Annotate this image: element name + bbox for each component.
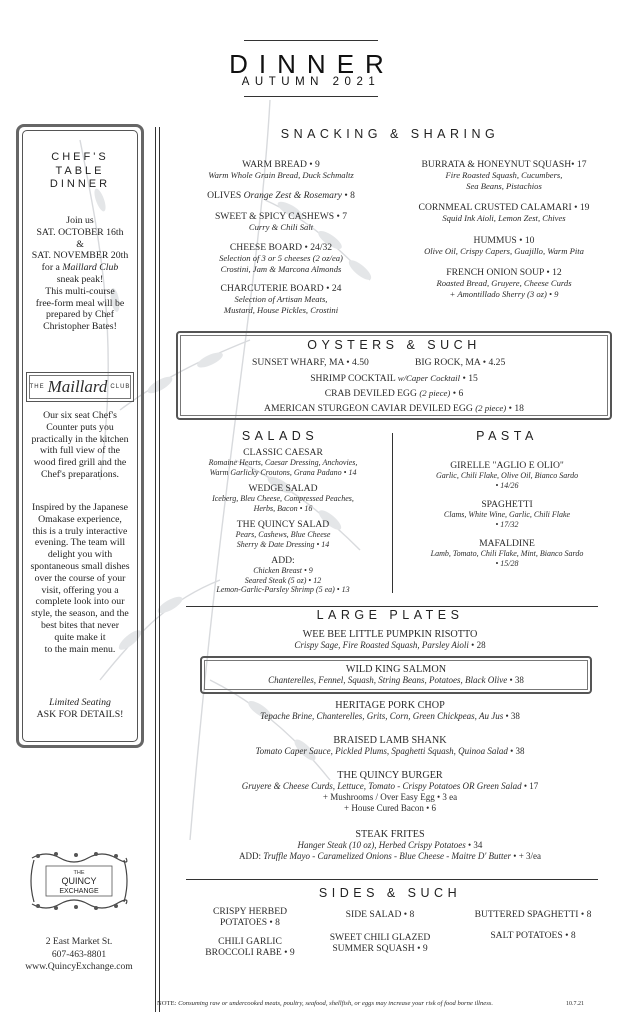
lamb-item — [170, 735, 610, 757]
desc3-line: quite make it — [54, 631, 106, 643]
crab-deviled-egg: CRAB DEVILED EGG (2 piece) • 6 — [324, 388, 464, 399]
menu-item-name: HUMMUS • 10 — [473, 234, 535, 246]
menu-item-name: WILD KING SALMON — [345, 664, 447, 675]
event-date-2: SAT. NOVEMBER 20th — [31, 250, 129, 262]
pasta-column — [398, 460, 616, 568]
logo-line1: THE — [73, 870, 85, 876]
side-salt-potatoes: SALT POTATOES • 8 — [490, 930, 576, 941]
menu-item-name: SWEET & SPICY CASHEWS • 7 — [214, 210, 348, 222]
salads-column — [180, 447, 386, 595]
menu-item-desc: Squid Ink Aioli, Lemon Zest, Chives — [442, 213, 566, 223]
chefs-title-line2: TABLE — [55, 164, 105, 177]
risotto-item — [170, 629, 610, 651]
menu-item-name: THE QUINCY SALAD — [236, 519, 330, 530]
menu-item-name: STEAK FRITES — [355, 829, 425, 840]
join-text: Join us — [66, 215, 94, 226]
desc3-line: best bites that never — [40, 619, 120, 631]
maillard-the: THE — [29, 384, 45, 390]
section-heading-snacking: SNACKING & SHARING — [280, 127, 500, 141]
chefs-table-invite — [18, 215, 142, 333]
salad-add-label: ADD: — [271, 555, 295, 566]
salmon-item — [200, 664, 592, 686]
ampersand: & — [76, 238, 84, 250]
menu-item-name: BRAISED LAMB SHANK — [333, 735, 447, 746]
menu-item-name: CORNMEAL CRUSTED CALAMARI • 19 — [418, 202, 590, 213]
limited-seating-text: Limited Seating — [49, 697, 111, 708]
menu-item-price: • 15/28 — [495, 558, 519, 568]
menu-item-desc: Garlic, Chili Flake, Olive Oil, Bianco Sardo — [435, 471, 579, 480]
address-street: 2 East Market St. — [45, 936, 113, 947]
side-salad: SIDE SALAD • 8 — [345, 909, 415, 920]
menu-item-name: WEE BEE LITTLE PUMPKIN RISOTTO — [302, 629, 478, 640]
chefs-title-line1: CHEF'S — [51, 151, 109, 163]
menu-item-desc: Lamb, Tomato, Chili Flake, Mint, Bianco Sardo — [430, 549, 584, 558]
chefs-title-line3: DINNER — [49, 178, 111, 190]
menu-item-desc: Tomato Caper Sauce, Pickled Plums, Spaghetti Squash, Quinoa Salad • 38 — [255, 746, 525, 756]
burger-addon: + House Cured Bacon • 6 — [344, 802, 436, 813]
omakase-text — [18, 502, 142, 655]
maillard-club-logo — [26, 372, 134, 402]
desc2-line: Our six seat Chef's — [43, 410, 117, 421]
menu-item-desc: Crostini, Jam & Marcona Almonds — [220, 263, 342, 274]
menu-item-desc: + Amontillado Sherry (3 oz) • 9 — [449, 288, 559, 299]
menu-item-desc: Fire Roasted Squash, Cucumbers, — [445, 170, 563, 180]
address-website[interactable]: www.QuincyExchange.com — [25, 961, 133, 972]
club-line: for a Maillard Club — [41, 262, 119, 274]
desc3-line: Omakase experience, — [38, 513, 122, 525]
side-chili-broccoli: CHILI GARLIC BROCCOLI RABE • 9 — [205, 936, 295, 958]
menu-item-desc: Sea Beans, Pistachios — [466, 180, 542, 191]
menu-item-name: GIRELLE "AGLIO E OLIO" — [450, 460, 564, 471]
desc3-line: delight you with — [47, 549, 113, 561]
menu-item-desc: Hanger Steak (10 oz), Herbed Crispy Potatoes • 34 — [297, 840, 483, 850]
sides-rule — [186, 879, 598, 880]
chefs-table-title — [16, 151, 144, 192]
desc2-line: Counter puts you — [46, 421, 114, 433]
side-buttered-spaghetti: BUTTERED SPAGHETTI • 8 — [474, 909, 592, 920]
menu-item-name: WEDGE SALAD — [248, 483, 318, 494]
footer-date: 10.7.21 — [566, 1001, 584, 1007]
desc3-line: spontaneous small dishes — [30, 560, 130, 572]
chefs-counter-text — [18, 410, 142, 481]
menu-item-desc: Selection of Artisan Meats, — [234, 294, 328, 304]
maillard-name: Maillard — [47, 377, 108, 396]
ask-for-details: ASK FOR DETAILS! — [36, 708, 124, 720]
menu-item-name: CHARCUTERIE BOARD • 24 — [220, 283, 342, 294]
section-heading-large-plates: LARGE PLATES — [316, 608, 464, 622]
footer-note-label: NOTE: — [157, 1000, 177, 1007]
menu-item-desc: Tepache Brine, Chanterelles, Grits, Corn, Green Chickpeas, Au Jus • 38 — [260, 711, 520, 721]
oyster-big-rock: BIG ROCK, MA • 4.25 — [415, 357, 506, 368]
large-plates-rule — [186, 606, 598, 607]
event-date-1: SAT. OCTOBER 16th — [36, 226, 124, 238]
club-name: Maillard Club — [62, 262, 119, 274]
menu-item-desc: Mustard, House Pickles, Crostini — [223, 304, 339, 315]
menu-item-desc: Romaine Hearts, Caesar Dressing, Anchovies, — [208, 458, 358, 467]
desc2-line: with full view of the — [40, 445, 120, 457]
menu-item-price: • 17/32 — [495, 519, 519, 529]
footer-note — [110, 1000, 540, 1007]
desc3-line: evening. The team will — [34, 537, 126, 549]
desc1-line: prepared by Chef — [45, 309, 114, 321]
desc2-line: wood fired grill and the — [33, 457, 127, 469]
menu-item-desc: Gruyere & Cheese Curds, Lettuce, Tomato - Crispy Potatoes OR Green Salad • 17 — [241, 781, 539, 791]
salad-add-item: Lemon-Garlic-Parsley Shrimp (5 ea) • 13 — [216, 585, 350, 594]
shrimp-cocktail: SHRIMP COCKTAIL w/Caper Cocktail • 15 — [310, 373, 478, 384]
section-heading-oysters: OYSTERS & SUCH — [307, 338, 481, 352]
steak-addons: ADD: Truffle Mayo - Caramelized Onions - Blue Cheese - Maitre D' Butter • + 3/ea — [238, 850, 542, 861]
menu-item-desc: Chanterelles, Fennel, Squash, String Beans, Potatoes, Black Olive • 38 — [268, 675, 524, 685]
desc3-line: Inspired by the Japanese — [31, 502, 129, 513]
section-heading-salads: SALADS — [241, 429, 319, 443]
section-heading-pasta: PASTA — [476, 429, 538, 443]
caviar-deviled-egg: AMERICAN STURGEON CAVIAR DEVILED EGG (2 piece) • 18 — [264, 403, 524, 414]
logo-line3: EXCHANGE — [59, 888, 99, 895]
menu-item-desc: Warm Garlicky Croutons, Grana Padano • 14 — [209, 467, 357, 477]
menu-item-price: • 14/26 — [495, 480, 519, 490]
desc1-line: This multi-course — [45, 285, 115, 297]
desc3-line: to the main menu. — [44, 643, 116, 655]
snacking-left-column — [172, 159, 390, 315]
menu-item-desc: Clams, White Wine, Garlic, Chili Flake — [443, 510, 571, 519]
menu-item-desc: Curry & Chili Salt — [248, 221, 314, 232]
column-divider — [159, 127, 160, 1012]
address-phone[interactable]: 607-463-8801 — [51, 948, 107, 960]
menu-item-name: MAFALDINE — [479, 538, 535, 549]
menu-item-desc: Iceberg, Bleu Cheese, Compressed Peaches, — [212, 494, 354, 503]
menu-item-name: THE QUINCY BURGER — [337, 770, 443, 781]
desc1-line: free-form meal will be — [35, 297, 125, 309]
menu-title: DINNER — [229, 49, 395, 79]
steak-frites-item — [170, 829, 610, 862]
logo-line2: QUINCY — [61, 876, 97, 886]
salad-add-item: Chicken Breast • 9 — [253, 566, 313, 575]
desc3-line: visit, offering you a — [41, 584, 119, 596]
menu-item-name: FRENCH ONION SOUP • 12 — [446, 267, 562, 278]
burger-item — [170, 770, 610, 814]
column-divider — [155, 127, 156, 1012]
menu-item-desc: Roasted Bread, Gruyere, Cheese Curds — [436, 278, 572, 288]
address-block — [8, 936, 150, 974]
desc3-line: over the course of your — [34, 572, 126, 584]
desc2-line: Chef's preparations. — [41, 468, 119, 480]
menu-item-name: BURRATA & HONEYNUT SQUASH• 17 — [421, 159, 587, 170]
maillard-club: CLUB — [110, 384, 131, 390]
menu-item-olives: OLIVES Orange Zest & Rosemary • 8 — [207, 189, 355, 201]
menu-item-desc: Crispy Sage, Fire Roasted Squash, Parsley Aioli • 28 — [294, 640, 486, 650]
header-rule-top — [244, 40, 378, 41]
menu-item-desc: Sherry & Date Dressing • 14 — [236, 539, 330, 549]
menu-item-desc: Pears, Cashews, Blue Cheese — [235, 530, 331, 539]
menu-item-desc: Olive Oil, Crispy Capers, Guajillo, Warm Pita — [424, 245, 584, 256]
menu-item-name: CLASSIC CAESAR — [243, 447, 323, 458]
section-heading-sides: SIDES & SUCH — [318, 886, 462, 900]
header-rule-bottom — [244, 96, 378, 97]
menu-subtitle: AUTUMN 2021 — [241, 76, 381, 88]
limited-seating — [18, 697, 142, 721]
menu-item-desc: Selection of 3 or 5 cheeses (2 oz/ea) — [219, 253, 343, 263]
menu-item-desc: Warm Whole Grain Bread, Duck Schmaltz — [208, 170, 354, 180]
menu-item-name: SPAGHETTI — [481, 499, 533, 510]
salad-add-item: Seared Steak (5 oz) • 12 — [244, 575, 322, 585]
desc3-line: complete look into our — [35, 596, 125, 608]
sneak-peak: sneak peak! — [56, 273, 104, 285]
desc2-line: practically in the kitchen — [31, 433, 129, 445]
menu-item-desc: Herbs, Bacon • 16 — [253, 503, 313, 513]
menu-item-name: HERITAGE PORK CHOP — [335, 700, 445, 711]
menu-item-name: WARM BREAD • 9 — [242, 159, 320, 170]
side-sweet-chili-squash: SWEET CHILI GLAZED SUMMER SQUASH • 9 — [329, 932, 431, 954]
desc3-line: style, the season, and the — [31, 608, 129, 620]
quincy-exchange-logo — [26, 848, 132, 914]
desc3-line: this is a truly interactive — [32, 525, 128, 537]
footer-note-text: Consuming raw or undercooked meats, poultry, seafood, shellfish, or eggs may increase your risk of food borne illness. — [178, 1000, 493, 1007]
menu-item-name: CHEESE BOARD • 24/32 — [229, 242, 333, 253]
side-crispy-potatoes: CRISPY HERBED POTATOES • 8 — [212, 906, 287, 928]
snacking-right-column — [392, 159, 616, 299]
burger-addon: + Mushrooms / Over Easy Egg • 3 ea — [322, 791, 458, 802]
desc1-line: Christopher Bates! — [43, 321, 117, 333]
pork-item — [170, 700, 610, 722]
salads-pasta-divider — [392, 433, 393, 593]
oyster-sunset-wharf: SUNSET WHARF, MA • 4.50 — [252, 357, 369, 368]
